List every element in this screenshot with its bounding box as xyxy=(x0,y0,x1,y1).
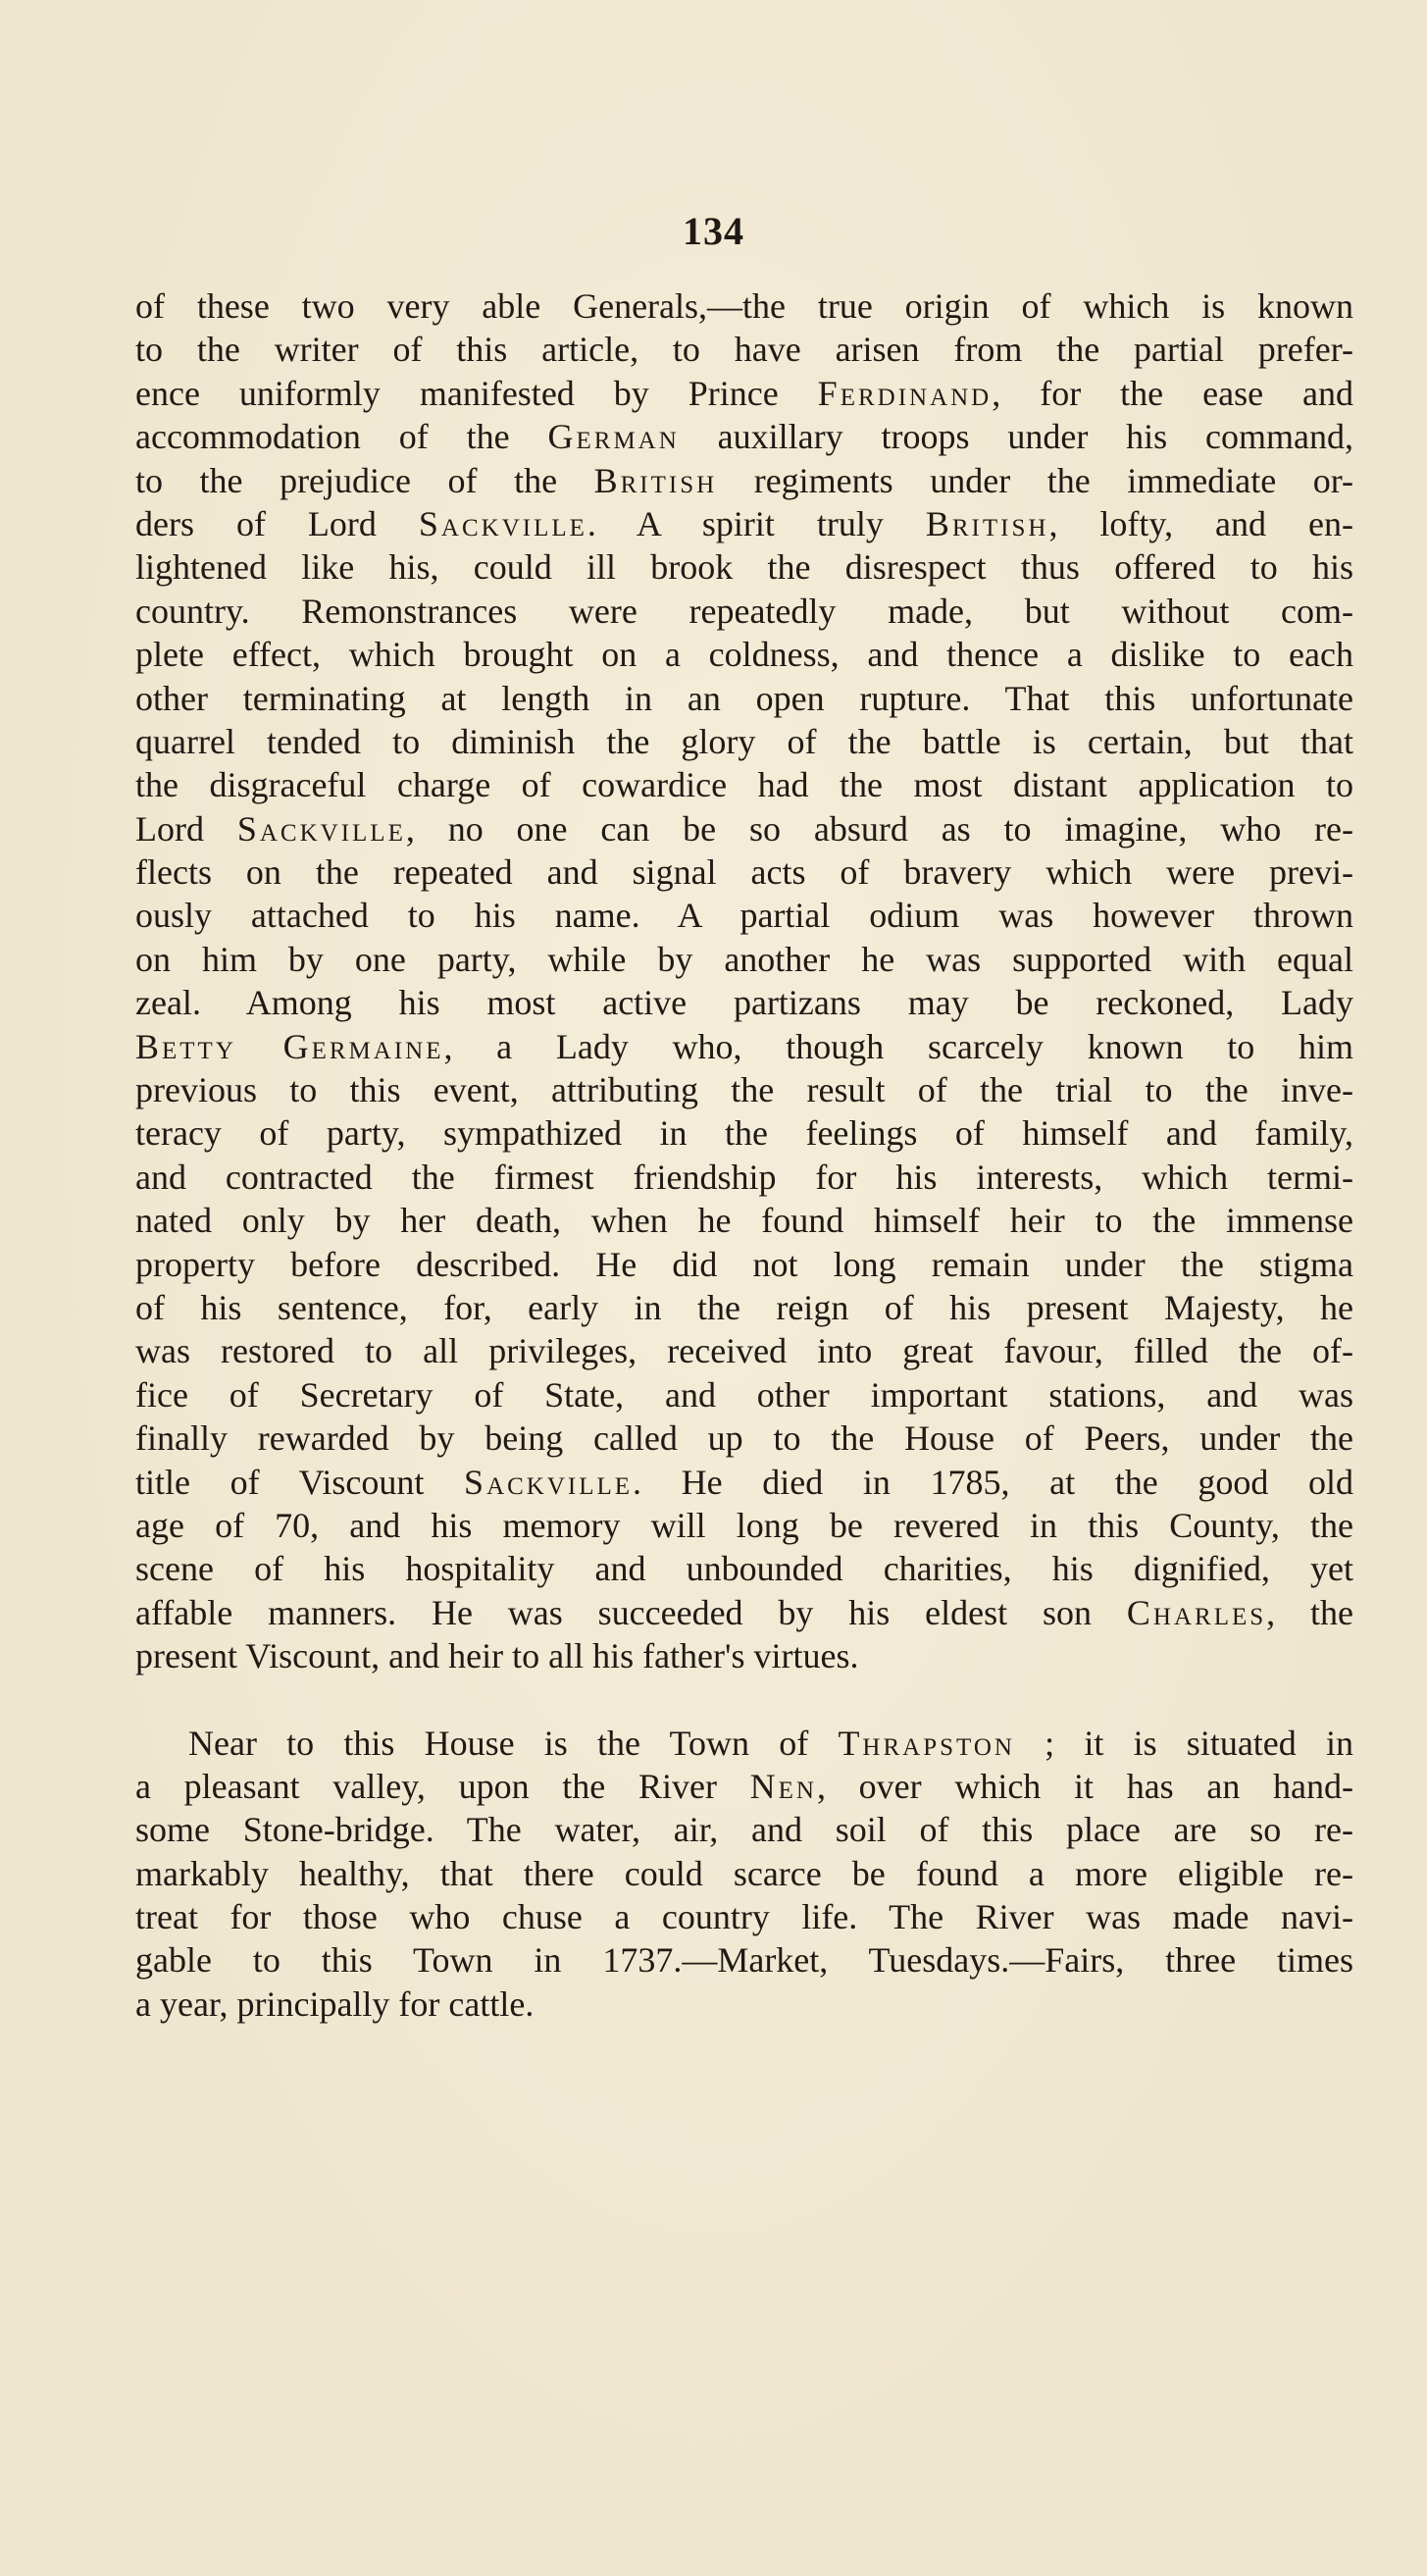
text-line: to the prejudice of the British regiments under the immediate or- xyxy=(135,460,1353,500)
text-line: age of 70, and his memory will long be revered in this County, the xyxy=(135,1505,1353,1545)
small-caps-name: Thrapston xyxy=(838,1723,1015,1763)
text-line: a pleasant valley, upon the River Nen, over which it has an hand- xyxy=(135,1766,1353,1806)
text-line: some Stone-bridge. The water, air, and soil of this place are so re- xyxy=(135,1810,1353,1850)
text-line: plete effect, which brought on a coldness, and thence a dislike to each xyxy=(135,635,1353,675)
text-line: flects on the repeated and signal acts of bravery which were previ- xyxy=(135,852,1353,893)
small-caps-name: Sackville xyxy=(464,1462,634,1502)
paragraph-1 xyxy=(135,284,1353,1678)
text-line: quarrel tended to diminish the glory of the battle is certain, but that xyxy=(135,721,1353,761)
text-line: finally rewarded by being called up to the House of Peers, under the xyxy=(135,1418,1353,1459)
body-text xyxy=(135,284,1353,2026)
text-line: title of Viscount Sackville. He died in 1785, at the good old xyxy=(135,1462,1354,1502)
text-line: present Viscount, and heir to all his father's virtues. xyxy=(135,1636,859,1676)
text-line: other terminating at length in an open rupture. That this unfortunate xyxy=(135,678,1353,718)
text-line: and contracted the firmest friendship for his interests, which termi- xyxy=(135,1157,1353,1197)
paragraph-2 xyxy=(135,1722,1353,2027)
text-line: previous to this event, attributing the result of the trial to the inve- xyxy=(135,1070,1353,1110)
text-line: Near to this House is the Town of Thrapston ; it is situated in xyxy=(188,1723,1353,1763)
text-line: Lord Sackville, no one can be so absurd as to imagine, who re- xyxy=(135,808,1354,849)
text-line: fice of Secretary of State, and other important stations, and was xyxy=(135,1374,1353,1415)
small-caps-name: British xyxy=(593,460,718,500)
text-line: scene of his hospitality and unbounded charities, his dignified, yet xyxy=(135,1549,1353,1589)
text-line: on him by one party, while by another he was supported with equal xyxy=(135,939,1353,979)
text-line: zeal. Among his most active partizans may be reckoned, Lady xyxy=(135,983,1353,1023)
text-line: to the writer of this article, to have arisen from the partial prefer- xyxy=(135,330,1353,370)
text-line: ence uniformly manifested by Prince Ferdinand, for the ease and xyxy=(135,373,1353,413)
small-caps-name: Nen xyxy=(749,1766,817,1806)
text-line: treat for those who chuse a country life. The River was made navi- xyxy=(135,1897,1353,1937)
text-line: a year, principally for cattle. xyxy=(135,1984,535,2024)
small-caps-name: British xyxy=(925,503,1049,543)
small-caps-name: Ferdinand xyxy=(817,373,993,413)
text-line: teracy of party, sympathized in the feelings of himself and family, xyxy=(135,1113,1353,1154)
text-line: was restored to all privileges, received into great favour, filled the of- xyxy=(135,1331,1353,1371)
text-line: country. Remonstrances were repeatedly made, but without com- xyxy=(135,591,1353,631)
text-line: of these two very able Generals,—the true origin of which is known xyxy=(135,286,1353,326)
text-line: affable manners. He was succeeded by his eldest son Charles, the xyxy=(135,1592,1354,1632)
small-caps-name: German xyxy=(547,417,680,457)
small-caps-name: Betty Germaine xyxy=(135,1026,444,1066)
page-number: 134 xyxy=(683,209,744,253)
paragraph-gap xyxy=(135,1678,1353,1722)
text-line: gable to this Town in 1737.—Market, Tuesdays.—Fairs, three times xyxy=(135,1940,1353,1981)
text-line: markably healthy, that there could scarce be found a more eligible re- xyxy=(135,1853,1353,1893)
text-line: accommodation of the German auxillary troops under his command, xyxy=(135,417,1354,457)
text-line: the disgraceful charge of cowardice had the most distant application to xyxy=(135,765,1353,805)
small-caps-name: Sackville xyxy=(418,503,587,543)
text-line: lightened like his, could ill brook the disrespect thus offered to his xyxy=(135,547,1353,588)
small-caps-name: Charles xyxy=(1126,1592,1267,1632)
text-line: ously attached to his name. A partial odium was however thrown xyxy=(135,896,1353,936)
small-caps-name: Sackville xyxy=(236,808,406,849)
text-line: Betty Germaine, a Lady who, though scarcely known to him xyxy=(135,1026,1353,1066)
text-line: nated only by her death, when he found himself heir to the immense xyxy=(135,1201,1353,1241)
text-line: of his sentence, for, early in the reign of his present Majesty, he xyxy=(135,1287,1353,1327)
text-line: ders of Lord Sackville. A spirit truly British, lofty, and en- xyxy=(135,503,1353,543)
text-line: property before described. He did not long remain under the stigma xyxy=(135,1244,1353,1284)
